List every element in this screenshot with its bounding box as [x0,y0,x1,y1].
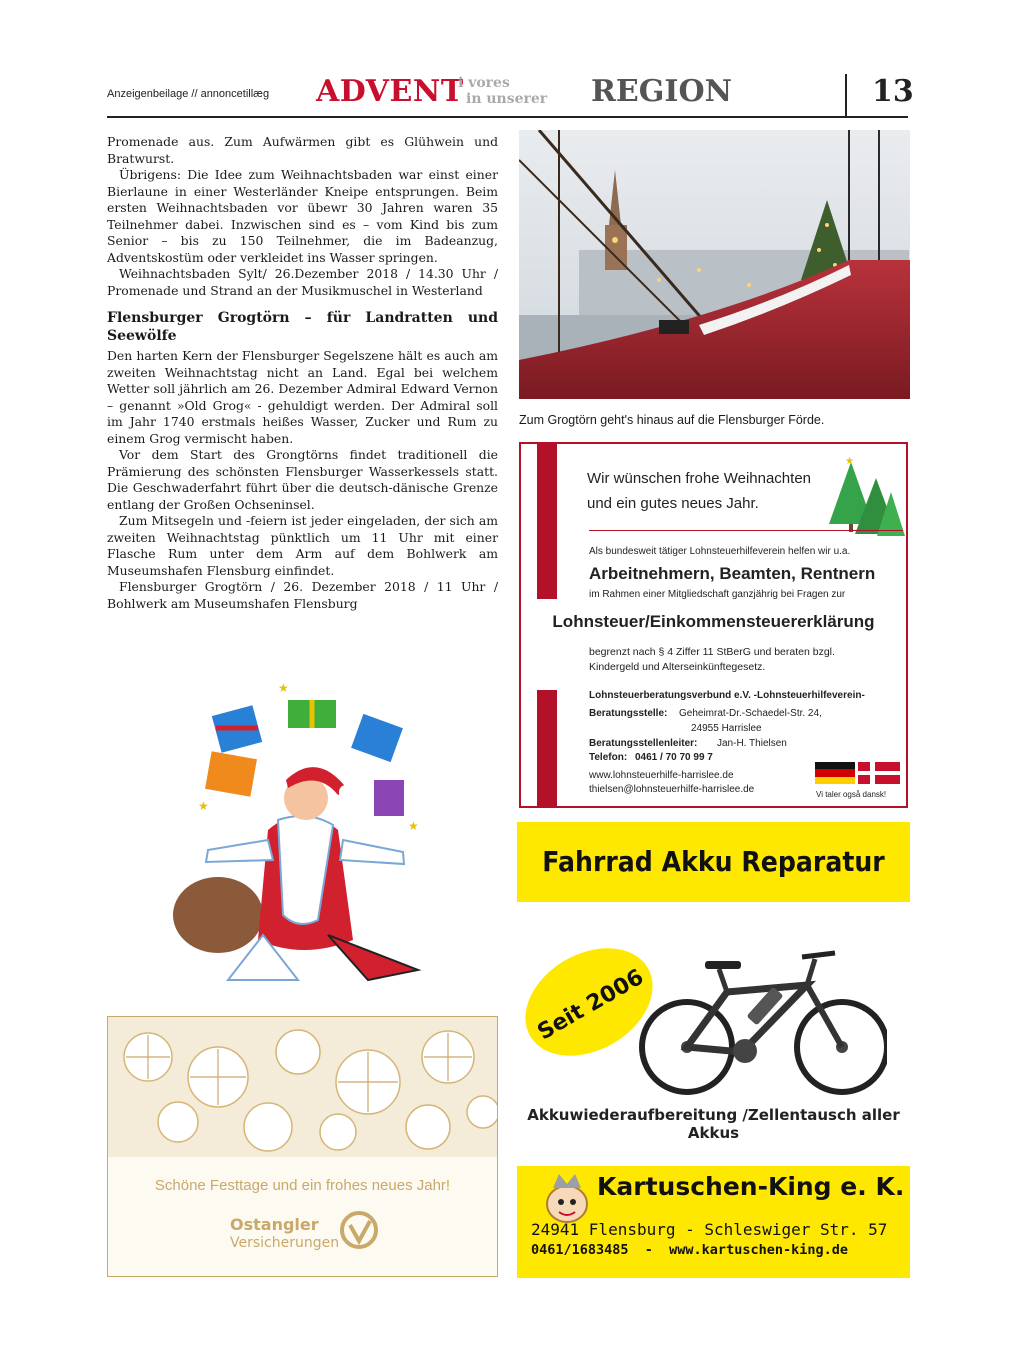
fahrrad-akku-ad [517,822,910,1278]
head-name: Jan-H. Thielsen [717,738,787,749]
ostangler-logo-icon [338,1209,380,1251]
e-bike-image [637,947,887,1097]
article-paragraph: Den harten Kern der Flensburger Segelszene hält es auch am zweiten Weihnachtstag nicht an Land. Egal bei welchem Wetter soll jährlich am 26. Dezember Admiral Edward Vernon – genannt »Old Grog« - gehuldigt werden. Der Admiral soll im Jahr 1740 erstmals heißes Wasser, Zucker und Rum zu einem Grog vermischt haben. [107,348,498,446]
danish-flag-icon [858,762,900,784]
ship-image [519,130,910,399]
office-label: Beratungsstelle: [589,708,668,719]
header-divider [845,74,847,118]
badge-text: Seit 2006 [533,964,648,1046]
article-paragraph: Promenade aus. Zum Aufwärmen gibt es Glühwein und Bratwurst. [107,134,498,166]
santa-juggling-gifts-illustration [168,680,438,990]
greeting-line-1: Wir wünschen frohe Weihnachten [587,470,812,487]
company-contact[interactable]: 0461/1683485 - www.kartuschen-king.de [531,1242,848,1258]
photo-caption: Zum Grogtörn geht's hinaus auf die Flensburger Förde. [519,413,825,427]
service-title: Lohnsteuer/Einkommensteuererklärung [552,612,875,631]
danish-note: Vi taler også dansk! [816,790,887,799]
masthead-in-unserer: in unserer [466,91,548,107]
svg-text:★: ★ [278,681,289,695]
ad-red-bar [537,444,557,599]
masthead-region: REGION [591,74,733,109]
company-name: Kartuschen-King e. K. [597,1172,905,1201]
article-column [107,134,498,612]
office-city: 24955 Harrislee [691,723,762,734]
article-paragraph: Weihnachtsbaden Sylt/ 26.Dezember 2018 / 14.30 Uhr / Promenade und Strand an der Musikmuschel in Westerland [107,266,498,298]
intro-text: Als bundesweit tätiger Lohnsteuerhilfeverein helfen wir u.a. [589,546,851,557]
greeting-line-2: und ein gutes neues Jahr. [587,495,759,512]
ostangler-greeting: Schöne Festtage und ein frohes neues Jahr! [154,1177,451,1194]
head-label: Beratungsstellenleiter: [589,738,698,749]
ostangler-ad [107,1016,498,1277]
harbor-photo [519,130,910,399]
header-rule [107,116,908,118]
company-address: 24941 Flensburg - Schleswiger Str. 57 [531,1220,888,1239]
limit-text-2: Kindergeld und Alterseinkünftegesetz. [589,661,766,673]
phone-label: Telefon: [589,752,628,763]
limit-text-1: begrenzt nach § 4 Ziffer 11 StBerG und beraten bzgl. [589,646,835,658]
brand-name: Ostangler [230,1215,319,1234]
svg-text:★: ★ [408,819,419,833]
article-paragraph: Übrigens: Die Idee zum Weihnachtsbaden war einst einer Bierlaune in einer Westerländer Kneipe entsprungen. Beim ersten Weihnachtsbaden vor übewr 30 Jahren waren 35 Teilnehmer dabei. Inzwischen sind es – vom Kind bis zum Senior – bis zu 150 Teilnehmer, die im Badeanzug, Adventskostüm oder verkleidet ins Wasser springen. [107,167,498,265]
svg-text:★: ★ [845,456,854,467]
article-paragraph: Vor dem Start des Grongtörns findet traditionell die Prämierung des schönsten Flensburger Wasserkessels statt. Die Geschwaderfahrt führt über die deutsch-dänische Grenze entlang der Großen Ochseninsel. [107,447,498,512]
website-link[interactable]: www.lohnsteuerhilfe-harrislee.de [589,770,734,781]
ad-red-bar [537,690,557,806]
svg-text:★: ★ [198,799,209,813]
office-street: Geheimrat-Dr.-Schaedel-Str. 24, [679,708,822,719]
page-number: 13 [872,74,914,109]
supplement-label: Anzeigenbeilage // annoncetillæg [107,88,270,100]
ad-title: Fahrrad Akku Reparatur [542,845,885,878]
ad-divider [589,530,903,531]
org-name: Lohnsteuerberatungsverbund e.V. -Lohnsteuerhilfeverein- [589,690,865,701]
target-groups: Arbeitnehmern, Beamten, Rentnern [589,564,876,583]
article-paragraph: Flensburger Grogtörn / 26. Dezember 2018 / 11 Uhr / Bohlwerk am Museumshafen Flensburg [107,579,498,611]
frame-text: im Rahmen einer Mitgliedschaft ganzjährig bei Fragen zur [589,589,846,600]
german-flag-icon [815,762,855,784]
article-paragraph: Zum Mitsegeln und -feiern ist jeder eingeladen, der sich am zweiten Weihnachtstag pünktlich um 11 Uhr mit einer Flasche Rum unter dem Arm auf dem Bohlwerk am Museumshafen Flensburg einfindet. [107,513,498,578]
brand-subname: Versicherungen [230,1235,340,1251]
lohnsteuer-ad [519,442,908,808]
email-link[interactable]: thielsen@lohnsteuerhilfe-harrislee.de [589,784,755,795]
service-line: Akkuwiederaufbereitung /Zellentausch aller Akkus [527,1106,900,1142]
masthead-advent: ADVENT [316,74,464,109]
kartuschen-king-mascot-icon [539,1172,595,1224]
snowflakes-banner [108,1017,498,1157]
article-heading: Flensburger Grogtörn – für Landratten und Seewölfe [107,310,498,344]
christmas-trees-icon [821,454,907,540]
phone-number[interactable]: 0461 / 70 70 99 7 [635,752,713,763]
masthead-i-vores: i vores [458,75,510,91]
